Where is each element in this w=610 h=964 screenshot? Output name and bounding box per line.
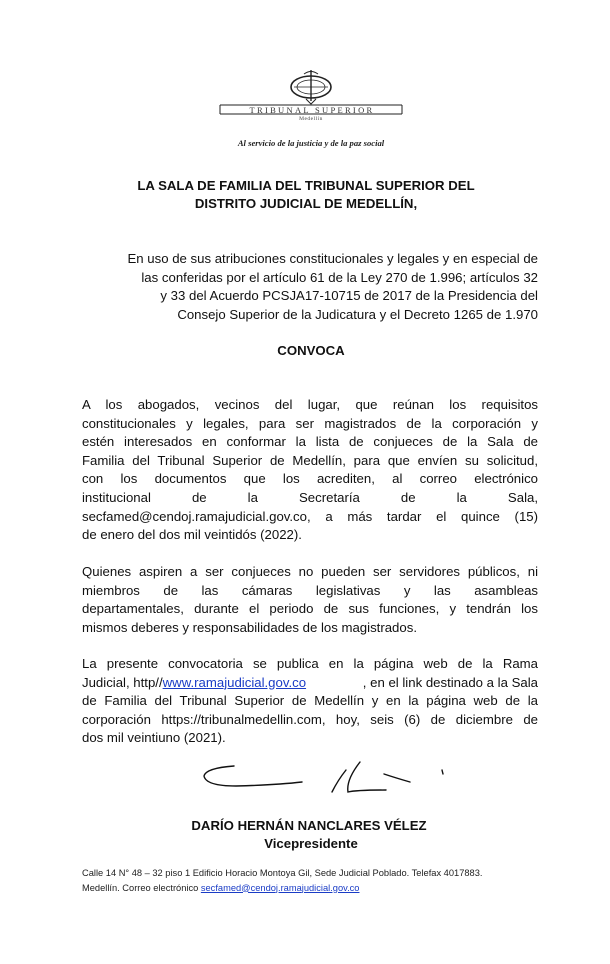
signatory-role: Vicepresidente (264, 836, 358, 851)
intro-line: En uso de sus atribuciones constitucionales y legales y en especial de (127, 251, 538, 266)
intro-line: y 33 del Acuerdo PCSJA17-10715 de 2017 de la Presidencia del (160, 288, 538, 303)
paragraph-line: A los abogados, vecinos del lugar, que reúnan los requisitos (82, 397, 538, 412)
logo-city: Medellín (299, 116, 323, 122)
call-paragraph (82, 396, 538, 545)
paragraph-line: miembros de las cámaras legislativas y las asambleas (82, 582, 538, 598)
intro-line: Consejo Superior de la Judicatura y el Decreto 1265 de 1.970 (177, 306, 538, 322)
footer-address: Calle 14 N° 48 – 32 piso 1 Edificio Horacio Montoya Gil, Sede Judicial Poblado. Telefax 4017883. (82, 868, 483, 878)
paragraph-line: corporación https://tribunalmedellin.com, hoy, seis (6) de diciembre de (82, 711, 538, 727)
logo-text: TRIBUNAL SUPERIOR (249, 105, 375, 115)
paragraph-line: de enero del dos mil veintidós (2022). (82, 527, 302, 543)
paragraph-line: constitucionales y legales, para ser magistrados de la corporación y (82, 415, 538, 431)
link-prefix: Judicial, http// (82, 674, 163, 690)
footer-email-link[interactable]: secfamed@cendoj.ramajudicial.gov.co (200, 882, 360, 893)
paragraph-line: La presente convocatoria se publica en la página web de la Rama (82, 656, 538, 671)
paragraph-line: institucional de la Secretaría de la Sala, (82, 489, 538, 505)
title-line-2: DISTRITO JUDICIAL DE MEDELLÍN, (194, 196, 418, 211)
intro-line: las conferidas por el artículo 61 de la Ley 270 de 1.996; artículos 32 (141, 269, 538, 285)
paragraph-line: secfamed@cendoj.ramajudicial.gov.co, a más tardar el quince (15) (82, 508, 538, 524)
paragraph-line: de Familia del Tribunal Superior de Medellín y en la página web de la (82, 693, 538, 709)
paragraph-line: con los documentos que los acrediten, al correo electrónico (82, 471, 538, 487)
convoca-heading: CONVOCA (277, 343, 345, 358)
intro-paragraph (82, 250, 538, 324)
handwritten-signature (196, 752, 450, 806)
link-suffix: , en el link destinado a la Sala (362, 674, 538, 690)
paragraph-line (82, 674, 538, 693)
paragraph-line: Familia del Tribunal Superior de Medellín, para que envíen su solicitud, (82, 452, 538, 468)
ramajudicial-link[interactable]: www.ramajudicial.gov.co (162, 674, 307, 690)
motto: Al servicio de la justicia y de la paz social (237, 138, 385, 148)
paragraph-line: mismos deberes y responsabilidades de los magistrados. (82, 619, 417, 635)
restrictions-paragraph (82, 563, 538, 637)
publication-paragraph (82, 655, 538, 748)
footer-email-line (82, 881, 542, 896)
document-title (84, 177, 528, 213)
footer-email-prefix: Medellín. Correo electrónico (82, 882, 201, 893)
paragraph-line: dos mil veintiuno (2021). (82, 730, 226, 746)
paragraph-line: estén interesados en conformar la lista de conjueces de la Sala de (82, 434, 538, 450)
title-line-1: LA SALA DE FAMILIA DEL TRIBUNAL SUPERIOR DEL (137, 178, 475, 193)
paragraph-line: departamentales, durante el periodo de sus funciones, y tendrán los (82, 601, 538, 617)
paragraph-line: Quienes aspiren a ser conjueces no pueden ser servidores públicos, ni (82, 564, 538, 579)
signatory-name: DARÍO HERNÁN NANCLARES VÉLEZ (191, 818, 427, 833)
footer (82, 866, 542, 895)
